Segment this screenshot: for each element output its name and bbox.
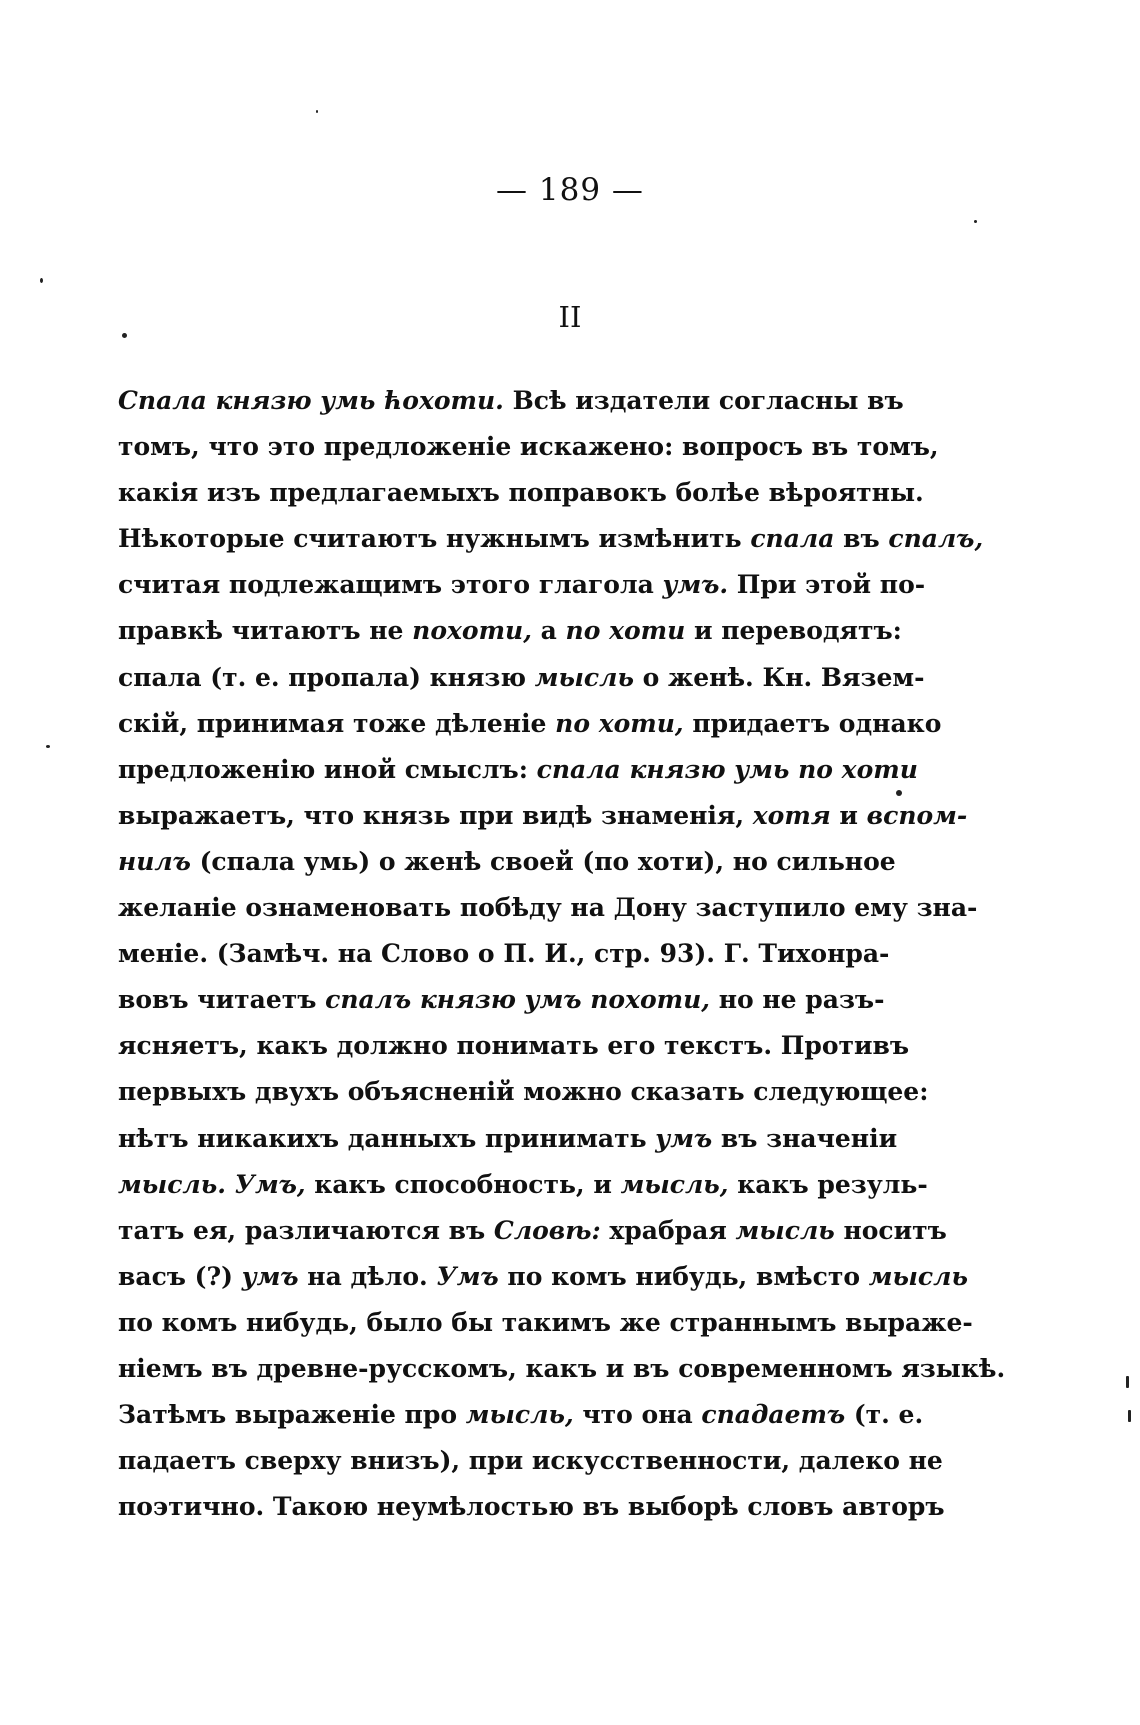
italic-text-run: спалъ, bbox=[888, 524, 984, 554]
text-line bbox=[118, 1254, 968, 1300]
italic-text-run: мысль bbox=[735, 1215, 835, 1245]
text-run: а bbox=[531, 616, 566, 646]
italic-text-run: Спала князю умь ћохоти. bbox=[118, 386, 504, 415]
text-run: по комъ нибудь, было бы такимъ же страннымъ выраже- bbox=[118, 1307, 973, 1337]
text-line bbox=[118, 378, 904, 424]
scan-speck bbox=[46, 745, 50, 748]
text-line bbox=[118, 793, 968, 839]
scan-speck bbox=[122, 333, 127, 338]
italic-text-run: умъ bbox=[241, 1261, 299, 1291]
text-line bbox=[118, 839, 896, 885]
text-run: какія изъ предлагаемыхъ поправокъ болѣе вѣроятны. bbox=[118, 478, 924, 508]
text-run: на дѣло. bbox=[298, 1261, 437, 1291]
text-line bbox=[118, 1116, 898, 1162]
text-run: Нѣкоторые считаютъ нужнымъ измѣнить bbox=[118, 524, 751, 554]
text-run: ніемъ въ древне-русскомъ, какъ и въ современномъ языкѣ. bbox=[118, 1353, 1006, 1383]
text-run: При этой по- bbox=[728, 570, 926, 600]
italic-text-run: Умъ bbox=[436, 1261, 499, 1291]
text-line bbox=[118, 608, 902, 654]
italic-text-run: спала князю умь по хоти bbox=[536, 754, 918, 784]
page-number: — 189 — bbox=[496, 172, 644, 208]
text-run: татъ ея, различаются въ bbox=[118, 1215, 494, 1245]
italic-text-run: мысль bbox=[534, 662, 634, 692]
text-run: предложенію иной смыслъ: bbox=[118, 754, 537, 784]
scan-speck bbox=[1128, 1410, 1131, 1422]
text-line bbox=[118, 1069, 929, 1115]
text-run: въ bbox=[834, 524, 889, 554]
text-run: спала (т. е. пропала) князю bbox=[118, 662, 535, 692]
text-line bbox=[118, 1484, 945, 1530]
italic-text-run: Умъ, bbox=[234, 1169, 306, 1199]
text-run: но не разъ- bbox=[710, 985, 885, 1015]
text-run: какъ способность, и bbox=[305, 1169, 621, 1199]
text-run: скій, принимая тоже дѣленіе bbox=[118, 708, 556, 738]
text-run: (спала умь) о женѣ своей (по хоти), но сильное bbox=[190, 846, 896, 876]
italic-text-run: спадаетъ bbox=[701, 1400, 846, 1430]
text-run: правкѣ читаютъ не bbox=[118, 616, 413, 646]
text-run: въ значеніи bbox=[712, 1123, 898, 1153]
text-line bbox=[118, 1438, 943, 1484]
italic-text-run: нилъ bbox=[118, 846, 191, 876]
text-run: выражаетъ, что князь при видѣ знаменія, bbox=[118, 800, 753, 830]
italic-text-run: по хоти, bbox=[555, 708, 684, 738]
scan-speck bbox=[896, 790, 902, 796]
text-run: и bbox=[830, 800, 867, 830]
text-run: считая подлежащимъ этого глагола bbox=[118, 570, 663, 600]
italic-text-run: по хоти bbox=[565, 616, 686, 646]
scan-speck bbox=[974, 220, 977, 223]
scan-speck bbox=[1126, 1376, 1129, 1388]
text-run: носитъ bbox=[834, 1215, 947, 1245]
text-run: ясняетъ, какъ должно понимать его текстъ. Противъ bbox=[118, 1031, 910, 1061]
text-line bbox=[118, 655, 925, 701]
text-line bbox=[118, 1300, 973, 1346]
italic-text-run: спалъ князю умъ похоти, bbox=[325, 985, 710, 1015]
italic-text-run: хотя bbox=[752, 800, 831, 830]
italic-text-run: мысль. bbox=[118, 1169, 226, 1199]
text-run: какъ резуль- bbox=[728, 1169, 928, 1199]
italic-text-run: умъ. bbox=[662, 570, 729, 600]
text-run: поэтично. Такою неумѣлостью въ выборѣ словъ авторъ bbox=[118, 1492, 945, 1522]
text-run: нѣтъ никакихъ данныхъ принимать bbox=[118, 1123, 656, 1153]
body-paragraph bbox=[118, 378, 1006, 1530]
italic-text-run: мысль, bbox=[465, 1400, 574, 1430]
text-run: храбрая bbox=[600, 1215, 736, 1245]
text-line bbox=[118, 1023, 910, 1069]
text-run: по комъ нибудь, вмѣсто bbox=[498, 1261, 869, 1291]
text-run: желаніе ознаменовать побѣду на Дону заступило ему знa- bbox=[118, 893, 978, 923]
text-run: придаетъ однако bbox=[683, 708, 942, 738]
text-line bbox=[118, 747, 918, 793]
text-run: томъ, что это предложеніе искажено: вопросъ въ томъ, bbox=[118, 432, 939, 462]
text-line bbox=[118, 1392, 924, 1438]
section-heading: II bbox=[558, 300, 582, 334]
text-run: о женѣ. Кн. Вязем- bbox=[633, 662, 925, 692]
italic-text-run: мысль, bbox=[620, 1169, 729, 1199]
text-line bbox=[118, 1162, 928, 1208]
text-line bbox=[118, 1346, 1006, 1392]
text-line bbox=[118, 516, 984, 562]
text-run: что она bbox=[573, 1400, 702, 1430]
text-run: васъ (?) bbox=[118, 1261, 242, 1291]
italic-text-run: умъ bbox=[655, 1123, 713, 1153]
text-line bbox=[118, 424, 939, 470]
text-run: вовъ читаетъ bbox=[118, 985, 326, 1015]
italic-text-run: вспом- bbox=[866, 800, 968, 830]
italic-text-run: похоти, bbox=[412, 616, 532, 646]
text-run: меніе. (Замѣч. на Слово о П. И., стр. 93). Г. Тихонра- bbox=[118, 939, 890, 969]
text-line bbox=[118, 701, 942, 747]
text-line bbox=[118, 977, 885, 1023]
text-line bbox=[118, 1208, 947, 1254]
italic-text-run: Словѣ: bbox=[493, 1215, 601, 1245]
italic-text-run: спала bbox=[750, 524, 835, 554]
text-run: (т. е. bbox=[845, 1400, 924, 1430]
text-run: первыхъ двухъ объясненій можно сказать следующее: bbox=[118, 1077, 929, 1107]
text-run: и переводятъ: bbox=[685, 616, 902, 646]
text-line bbox=[118, 470, 924, 516]
text-run: Всѣ издатели согласны въ bbox=[503, 386, 904, 415]
scan-speck bbox=[316, 110, 318, 113]
text-run: падаетъ сверху внизъ), при искусственности, далеко не bbox=[118, 1446, 943, 1476]
text-run: Затѣмъ выраженіе про bbox=[118, 1400, 466, 1430]
italic-text-run: мысль bbox=[868, 1261, 968, 1291]
text-run bbox=[226, 1170, 235, 1199]
text-line bbox=[118, 931, 890, 977]
scan-speck bbox=[40, 278, 43, 283]
text-line bbox=[118, 885, 978, 931]
text-line bbox=[118, 562, 926, 608]
